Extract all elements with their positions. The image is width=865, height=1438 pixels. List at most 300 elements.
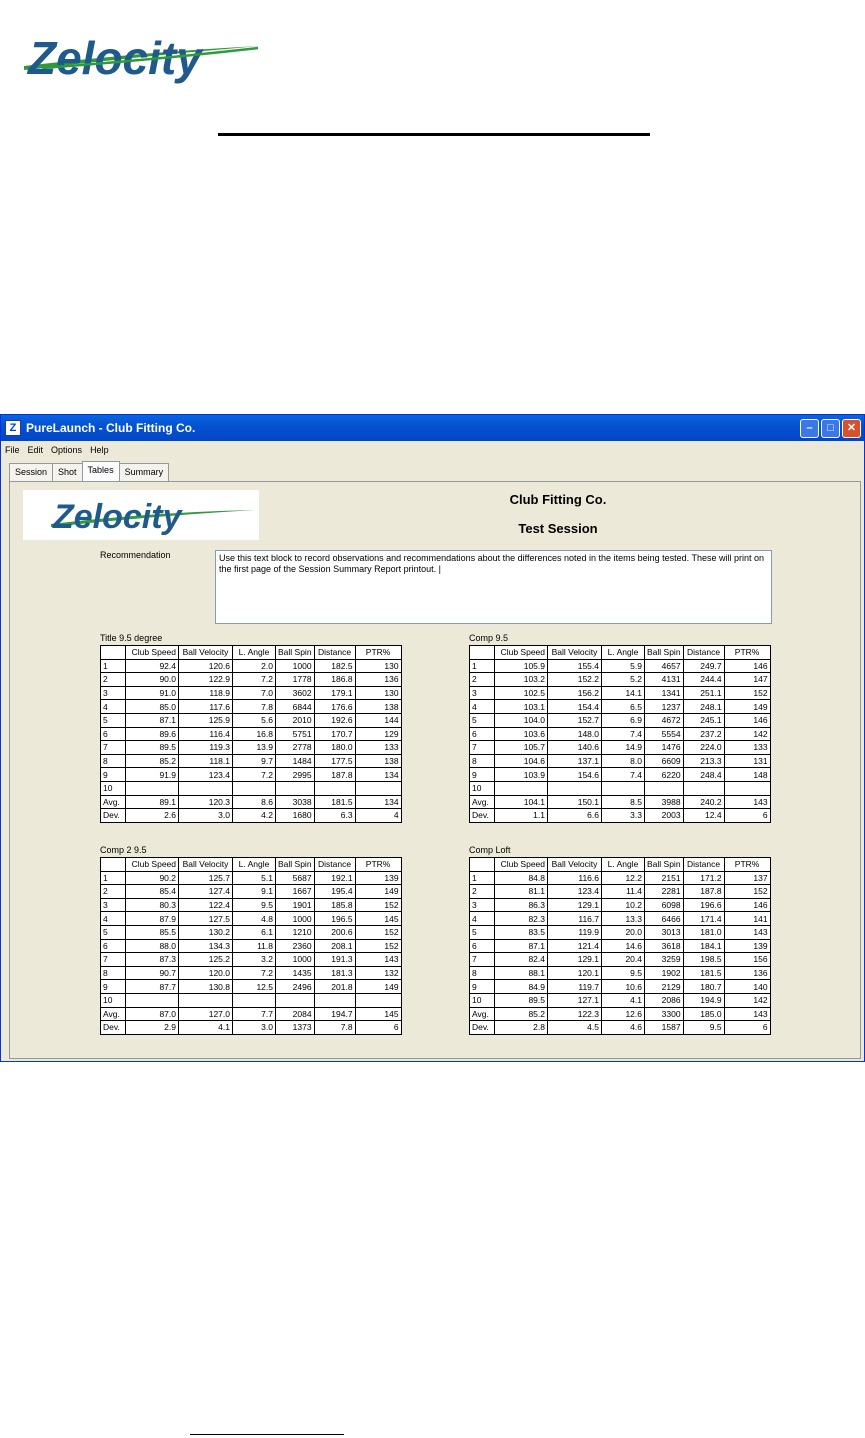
table-cell: 248.1 bbox=[683, 700, 724, 714]
table-cell: 20.0 bbox=[602, 925, 645, 939]
table-cell: 7.2 bbox=[233, 966, 276, 980]
table-cell bbox=[314, 993, 355, 1007]
table-cell: 1901 bbox=[276, 898, 315, 912]
table-cell: 152 bbox=[355, 898, 401, 912]
row-label: Avg. bbox=[470, 1007, 495, 1021]
table-cell: 149 bbox=[355, 885, 401, 899]
column-header: PTR% bbox=[724, 646, 770, 660]
column-header: Club Speed bbox=[495, 646, 548, 660]
table-row bbox=[470, 795, 771, 809]
table-cell bbox=[276, 993, 315, 1007]
column-header: Ball Spin bbox=[645, 646, 684, 660]
row-label: 10 bbox=[470, 781, 495, 795]
table-cell: 143 bbox=[724, 925, 770, 939]
table-row bbox=[101, 925, 402, 939]
title-bar bbox=[1, 415, 864, 441]
footer-rule bbox=[190, 1434, 344, 1435]
column-header: Distance bbox=[314, 646, 355, 660]
table-cell: 5687 bbox=[276, 871, 315, 885]
table-row bbox=[470, 1021, 771, 1035]
table-row bbox=[470, 993, 771, 1007]
row-label: 5 bbox=[101, 713, 126, 727]
table-cell: 12.6 bbox=[602, 1007, 645, 1021]
row-label: 10 bbox=[101, 993, 126, 1007]
table-row bbox=[470, 980, 771, 994]
minimize-icon[interactable]: – bbox=[800, 419, 819, 438]
table-row bbox=[101, 939, 402, 953]
table-cell: 2003 bbox=[645, 809, 684, 823]
table-cell: 251.1 bbox=[683, 686, 724, 700]
row-label: 7 bbox=[101, 741, 126, 755]
table-cell: 3259 bbox=[645, 953, 684, 967]
table-cell bbox=[126, 781, 179, 795]
table-row bbox=[101, 659, 402, 673]
table-cell bbox=[233, 993, 276, 1007]
table-cell: 156.2 bbox=[548, 686, 602, 700]
table-block bbox=[100, 632, 402, 823]
table-cell: 1778 bbox=[276, 673, 315, 687]
table-cell: 1667 bbox=[276, 885, 315, 899]
table-cell: 1435 bbox=[276, 966, 315, 980]
table-cell: 249.7 bbox=[683, 659, 724, 673]
table-cell: 142 bbox=[724, 727, 770, 741]
table-row bbox=[470, 953, 771, 967]
table-cell: 3.3 bbox=[602, 809, 645, 823]
table-cell: 237.2 bbox=[683, 727, 724, 741]
row-label: 8 bbox=[101, 754, 126, 768]
column-header: L. Angle bbox=[233, 646, 276, 660]
table-cell: 91.0 bbox=[126, 686, 179, 700]
table-cell: 2151 bbox=[645, 871, 684, 885]
table-row bbox=[101, 795, 402, 809]
table-cell: 120.1 bbox=[548, 966, 602, 980]
table-cell: 105.9 bbox=[495, 659, 548, 673]
table-cell bbox=[314, 781, 355, 795]
table-cell bbox=[355, 993, 401, 1007]
table-cell: 2.8 bbox=[495, 1021, 548, 1035]
table-cell: 5.1 bbox=[233, 871, 276, 885]
table-cell: 3013 bbox=[645, 925, 684, 939]
table-cell: 141 bbox=[724, 912, 770, 926]
column-header: L. Angle bbox=[233, 858, 276, 872]
table-cell: 154.6 bbox=[548, 768, 602, 782]
zelocity-logo bbox=[22, 22, 262, 94]
table-cell: 4.8 bbox=[233, 912, 276, 926]
table-cell: 3038 bbox=[276, 795, 315, 809]
table-cell: 130 bbox=[355, 659, 401, 673]
menu-edit[interactable]: Edit bbox=[27, 445, 44, 455]
table-cell: 187.8 bbox=[314, 768, 355, 782]
column-header: PTR% bbox=[355, 646, 401, 660]
table-cell: 180.0 bbox=[314, 741, 355, 755]
table-cell: 102.5 bbox=[495, 686, 548, 700]
table-cell: 171.2 bbox=[683, 871, 724, 885]
table-row bbox=[470, 912, 771, 926]
app-window bbox=[0, 414, 865, 1062]
table-cell: 6 bbox=[724, 1021, 770, 1035]
table-cell: 91.9 bbox=[126, 768, 179, 782]
row-label: Dev. bbox=[470, 809, 495, 823]
table-row bbox=[101, 713, 402, 727]
table-cell: 90.0 bbox=[126, 673, 179, 687]
table-cell: 9.1 bbox=[233, 885, 276, 899]
menu-bar bbox=[1, 441, 864, 459]
table-cell: 6844 bbox=[276, 700, 315, 714]
table-cell: 6098 bbox=[645, 898, 684, 912]
table-cell: 2281 bbox=[645, 885, 684, 899]
tab-summary[interactable]: Summary bbox=[119, 463, 170, 481]
table-row bbox=[470, 673, 771, 687]
table-cell: 4.2 bbox=[233, 809, 276, 823]
row-label: 2 bbox=[470, 673, 495, 687]
table-cell: 121.4 bbox=[548, 939, 602, 953]
table-cell: 7.4 bbox=[602, 727, 645, 741]
row-label: 1 bbox=[101, 659, 126, 673]
row-label: Avg. bbox=[101, 1007, 126, 1021]
table-cell: 118.1 bbox=[179, 754, 233, 768]
table-cell: 181.5 bbox=[314, 795, 355, 809]
column-header: Club Speed bbox=[126, 858, 179, 872]
table-title: Comp Loft bbox=[469, 845, 511, 855]
row-label: 5 bbox=[470, 925, 495, 939]
table-cell: 142 bbox=[724, 993, 770, 1007]
column-header: Ball Velocity bbox=[179, 858, 233, 872]
table-cell: 14.1 bbox=[602, 686, 645, 700]
table-cell: 133 bbox=[355, 741, 401, 755]
table-row bbox=[101, 781, 402, 795]
table-row bbox=[101, 727, 402, 741]
header-rule bbox=[218, 133, 650, 136]
table-cell: 139 bbox=[724, 939, 770, 953]
row-label: 9 bbox=[470, 980, 495, 994]
table-cell: 16.8 bbox=[233, 727, 276, 741]
table-cell: 87.1 bbox=[495, 939, 548, 953]
table-cell: 145 bbox=[355, 912, 401, 926]
table-cell: 88.0 bbox=[126, 939, 179, 953]
table-row bbox=[101, 673, 402, 687]
table-cell: 89.5 bbox=[495, 993, 548, 1007]
table-cell: 184.1 bbox=[683, 939, 724, 953]
table-cell: 145 bbox=[355, 1007, 401, 1021]
table-cell: 133 bbox=[724, 741, 770, 755]
table-title: Comp 9.5 bbox=[469, 633, 509, 643]
table-cell: 3988 bbox=[645, 795, 684, 809]
table-cell: 1237 bbox=[645, 700, 684, 714]
row-label: 8 bbox=[470, 966, 495, 980]
table-cell: 4.6 bbox=[602, 1021, 645, 1035]
table-cell: 146 bbox=[724, 713, 770, 727]
table-cell: 127.5 bbox=[179, 912, 233, 926]
table-cell: 9.7 bbox=[233, 754, 276, 768]
table-cell: 120.3 bbox=[179, 795, 233, 809]
table-row bbox=[101, 768, 402, 782]
table-cell: 6 bbox=[724, 809, 770, 823]
row-label: 5 bbox=[101, 925, 126, 939]
table-row bbox=[101, 953, 402, 967]
table-cell: 4.1 bbox=[179, 1021, 233, 1035]
tab-tables[interactable]: Tables bbox=[82, 461, 120, 481]
row-label: 2 bbox=[470, 885, 495, 899]
table-cell: 120.0 bbox=[179, 966, 233, 980]
table-cell: 152 bbox=[355, 939, 401, 953]
table-cell: 87.3 bbox=[126, 953, 179, 967]
row-label: Avg. bbox=[470, 795, 495, 809]
table-cell: 105.7 bbox=[495, 741, 548, 755]
table-cell: 6220 bbox=[645, 768, 684, 782]
table-cell bbox=[548, 781, 602, 795]
row-label: 2 bbox=[101, 673, 126, 687]
table-cell: 1000 bbox=[276, 659, 315, 673]
table-cell: 85.0 bbox=[126, 700, 179, 714]
table-cell: 2010 bbox=[276, 713, 315, 727]
tab-shot[interactable]: Shot bbox=[52, 463, 83, 481]
table-cell: 116.4 bbox=[179, 727, 233, 741]
table-cell: 7.8 bbox=[233, 700, 276, 714]
table-row bbox=[101, 741, 402, 755]
column-header: Ball Velocity bbox=[179, 646, 233, 660]
table-cell: 185.8 bbox=[314, 898, 355, 912]
table-title: Comp 2 9.5 bbox=[100, 845, 147, 855]
table-row bbox=[470, 768, 771, 782]
logo-text: Zelocity bbox=[53, 498, 182, 536]
table-cell: 87.0 bbox=[126, 1007, 179, 1021]
recommendation-input[interactable]: Use this text block to record observations and recommendations about the differences noted in the items being tested. These will print on the first page of the Session Summary Report printout. | bbox=[215, 550, 772, 624]
table-cell: 87.9 bbox=[126, 912, 179, 926]
table-header-row bbox=[470, 646, 771, 660]
table-cell: 122.3 bbox=[548, 1007, 602, 1021]
table-cell: 127.1 bbox=[548, 993, 602, 1007]
table-cell: 4.1 bbox=[602, 993, 645, 1007]
table-cell: 144 bbox=[355, 713, 401, 727]
table-cell bbox=[179, 781, 233, 795]
table-cell: 88.1 bbox=[495, 966, 548, 980]
table-cell: 186.8 bbox=[314, 673, 355, 687]
table-cell: 213.3 bbox=[683, 754, 724, 768]
menu-help[interactable]: Help bbox=[90, 445, 109, 455]
table-cell: 123.4 bbox=[179, 768, 233, 782]
table-cell: 120.6 bbox=[179, 659, 233, 673]
table-cell: 103.9 bbox=[495, 768, 548, 782]
table-row bbox=[101, 912, 402, 926]
row-label: 4 bbox=[470, 912, 495, 926]
table-cell: 129.1 bbox=[548, 953, 602, 967]
table-cell: 192.6 bbox=[314, 713, 355, 727]
table-row bbox=[470, 713, 771, 727]
column-header bbox=[470, 646, 495, 660]
row-label: 5 bbox=[470, 713, 495, 727]
table-cell: 1587 bbox=[645, 1021, 684, 1035]
table-row bbox=[470, 925, 771, 939]
table-block bbox=[100, 844, 402, 1035]
table-cell: 7.7 bbox=[233, 1007, 276, 1021]
table-cell: 152 bbox=[724, 885, 770, 899]
column-header: Distance bbox=[683, 858, 724, 872]
table-cell: 85.5 bbox=[126, 925, 179, 939]
table-cell: 181.5 bbox=[683, 966, 724, 980]
row-label: 9 bbox=[101, 768, 126, 782]
table-row bbox=[101, 885, 402, 899]
table-cell: 127.4 bbox=[179, 885, 233, 899]
column-header bbox=[470, 858, 495, 872]
table-cell: 6.3 bbox=[314, 809, 355, 823]
table-cell: 122.9 bbox=[179, 673, 233, 687]
table-cell: 5.9 bbox=[602, 659, 645, 673]
table-cell: 4657 bbox=[645, 659, 684, 673]
table-cell: 1000 bbox=[276, 912, 315, 926]
table-cell: 143 bbox=[724, 1007, 770, 1021]
close-icon[interactable]: ✕ bbox=[842, 419, 861, 438]
table-cell: 3.2 bbox=[233, 953, 276, 967]
tables-panel bbox=[9, 481, 861, 1059]
row-label: 9 bbox=[101, 980, 126, 994]
table-cell bbox=[276, 781, 315, 795]
table-cell: 182.5 bbox=[314, 659, 355, 673]
table-cell bbox=[355, 781, 401, 795]
column-header: Ball Spin bbox=[276, 646, 315, 660]
table-cell: 2086 bbox=[645, 993, 684, 1007]
table-cell: 127.0 bbox=[179, 1007, 233, 1021]
column-header: Distance bbox=[314, 858, 355, 872]
table-cell: 194.9 bbox=[683, 993, 724, 1007]
table-cell: 8.5 bbox=[602, 795, 645, 809]
table-cell: 117.6 bbox=[179, 700, 233, 714]
table-cell: 119.3 bbox=[179, 741, 233, 755]
table-cell: 181.3 bbox=[314, 966, 355, 980]
table-cell: 85.2 bbox=[126, 754, 179, 768]
data-table bbox=[100, 857, 402, 1035]
row-label: 6 bbox=[470, 939, 495, 953]
table-cell: 103.1 bbox=[495, 700, 548, 714]
table-cell: 84.9 bbox=[495, 980, 548, 994]
table-cell: 154.4 bbox=[548, 700, 602, 714]
table-cell: 2778 bbox=[276, 741, 315, 755]
table-row bbox=[101, 700, 402, 714]
table-cell: 4 bbox=[355, 809, 401, 823]
table-cell: 104.0 bbox=[495, 713, 548, 727]
table-cell: 8.0 bbox=[602, 754, 645, 768]
logo-text: Zelocity bbox=[28, 32, 202, 84]
table-cell: 9.5 bbox=[233, 898, 276, 912]
row-label: 1 bbox=[470, 659, 495, 673]
table-cell: 6609 bbox=[645, 754, 684, 768]
table-cell: 2129 bbox=[645, 980, 684, 994]
table-cell: 116.7 bbox=[548, 912, 602, 926]
table-cell bbox=[179, 993, 233, 1007]
table-cell: 240.2 bbox=[683, 795, 724, 809]
table-cell: 181.0 bbox=[683, 925, 724, 939]
table-cell: 136 bbox=[724, 966, 770, 980]
table-row bbox=[470, 809, 771, 823]
session-title: Test Session bbox=[518, 521, 598, 536]
table-cell: 177.5 bbox=[314, 754, 355, 768]
table-cell: 6 bbox=[355, 1021, 401, 1035]
row-label: 6 bbox=[470, 727, 495, 741]
table-cell: 134.3 bbox=[179, 939, 233, 953]
column-header: Ball Velocity bbox=[548, 858, 602, 872]
table-cell: 201.8 bbox=[314, 980, 355, 994]
table-cell: 3602 bbox=[276, 686, 315, 700]
table-cell: 138 bbox=[355, 754, 401, 768]
table-cell: 152 bbox=[724, 686, 770, 700]
row-label: 4 bbox=[470, 700, 495, 714]
row-label: 1 bbox=[470, 871, 495, 885]
table-cell: 125.2 bbox=[179, 953, 233, 967]
table-cell: 136 bbox=[355, 673, 401, 687]
table-cell: 9.5 bbox=[683, 1021, 724, 1035]
table-row bbox=[101, 1021, 402, 1035]
table-cell: 143 bbox=[724, 795, 770, 809]
table-row bbox=[101, 686, 402, 700]
table-cell: 1000 bbox=[276, 953, 315, 967]
table-cell: 149 bbox=[724, 700, 770, 714]
table-cell bbox=[724, 781, 770, 795]
table-cell: 118.9 bbox=[179, 686, 233, 700]
table-cell: 152 bbox=[355, 925, 401, 939]
row-label: Dev. bbox=[470, 1021, 495, 1035]
menu-options[interactable]: Options bbox=[51, 445, 83, 455]
table-cell: 6.1 bbox=[233, 925, 276, 939]
row-label: 10 bbox=[470, 993, 495, 1007]
row-label: 2 bbox=[101, 885, 126, 899]
table-title: Title 9.5 degree bbox=[100, 633, 163, 643]
table-cell: 4672 bbox=[645, 713, 684, 727]
table-cell: 130 bbox=[355, 686, 401, 700]
table-cell: 116.6 bbox=[548, 871, 602, 885]
row-label: 3 bbox=[101, 898, 126, 912]
table-cell: 81.1 bbox=[495, 885, 548, 899]
column-header: Ball Velocity bbox=[548, 646, 602, 660]
table-cell bbox=[602, 781, 645, 795]
table-cell: 3.0 bbox=[179, 809, 233, 823]
table-cell bbox=[126, 993, 179, 1007]
table-cell: 125.7 bbox=[179, 871, 233, 885]
table-cell: 2084 bbox=[276, 1007, 315, 1021]
maximize-icon[interactable]: □ bbox=[821, 419, 840, 438]
table-row bbox=[470, 898, 771, 912]
menu-file[interactable]: File bbox=[5, 445, 20, 455]
table-cell: 3.0 bbox=[233, 1021, 276, 1035]
table-cell: 14.6 bbox=[602, 939, 645, 953]
table-row bbox=[470, 700, 771, 714]
row-label: Dev. bbox=[101, 809, 126, 823]
table-cell: 82.4 bbox=[495, 953, 548, 967]
table-cell: 80.3 bbox=[126, 898, 179, 912]
table-row bbox=[470, 781, 771, 795]
tab-strip bbox=[9, 463, 168, 483]
row-label: 3 bbox=[470, 686, 495, 700]
table-cell: 147 bbox=[724, 673, 770, 687]
table-cell: 11.4 bbox=[602, 885, 645, 899]
table-cell: 139 bbox=[355, 871, 401, 885]
table-cell: 134 bbox=[355, 795, 401, 809]
table-row bbox=[101, 809, 402, 823]
table-block bbox=[469, 632, 771, 823]
tab-session[interactable]: Session bbox=[9, 463, 53, 481]
table-cell: 10.2 bbox=[602, 898, 645, 912]
table-row bbox=[470, 741, 771, 755]
row-label: 8 bbox=[101, 966, 126, 980]
table-cell: 7.0 bbox=[233, 686, 276, 700]
table-cell: 137 bbox=[724, 871, 770, 885]
table-cell: 196.5 bbox=[314, 912, 355, 926]
table-row bbox=[101, 754, 402, 768]
table-cell: 12.5 bbox=[233, 980, 276, 994]
table-cell: 148 bbox=[724, 768, 770, 782]
table-cell: 130.2 bbox=[179, 925, 233, 939]
table-row bbox=[101, 898, 402, 912]
table-cell: 200.6 bbox=[314, 925, 355, 939]
table-row bbox=[470, 754, 771, 768]
